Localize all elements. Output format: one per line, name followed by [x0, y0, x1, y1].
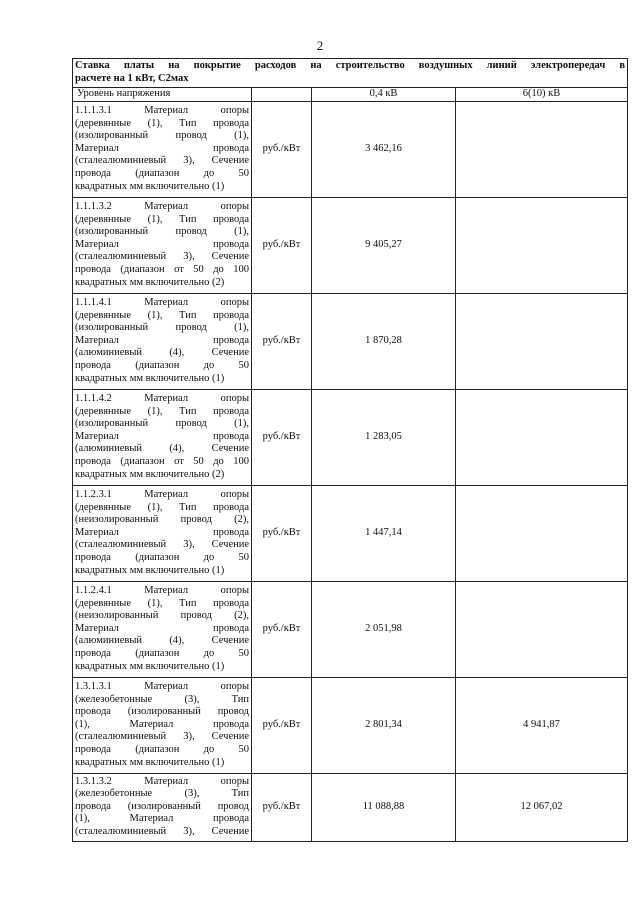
description-line: квадратных мм включительно (1) — [75, 564, 225, 576]
table-row — [73, 485, 628, 581]
description-line: (изолированный провод (1), — [75, 322, 249, 334]
table-title — [73, 59, 628, 88]
description-line: 1.1.1.4.1 Материал опоры — [75, 297, 249, 309]
table-row — [73, 581, 628, 677]
description-line: квадратных мм включительно (1) — [75, 372, 225, 384]
table-title-row — [73, 59, 628, 88]
header-unit-cell — [252, 88, 312, 102]
description-line: (деревянные (1), Тип провода — [75, 501, 249, 513]
description-line: провода (диапазон от 50 до 100 — [75, 263, 249, 275]
description-line: Материал провода — [75, 142, 249, 154]
description-line: (изолированный провод (1), — [75, 418, 249, 430]
row-unit: руб./кВт — [252, 101, 312, 197]
description-line: квадратных мм включительно (1) — [75, 756, 225, 768]
description-line: (1), Материал провода — [75, 813, 249, 825]
description-line: (алюминиевый (4), Сечение — [75, 635, 249, 647]
description-line: (деревянные (1), Тип провода — [75, 117, 249, 129]
description-line: провода (диапазон до 50 — [75, 647, 249, 659]
row-description — [73, 389, 252, 485]
value-610kv — [456, 101, 628, 197]
description-line: (1), Материал провода — [75, 718, 249, 730]
page-number: 2 — [316, 38, 324, 53]
row-unit: руб./кВт — [252, 773, 312, 841]
description-line: 1.1.1.3.2 Материал опоры — [75, 201, 249, 213]
table-title-line: расчете на 1 кВт, С2мах — [75, 73, 189, 84]
row-unit: руб./кВт — [252, 197, 312, 293]
description-line: провода (диапазон до 50 — [75, 551, 249, 563]
table-row — [73, 293, 628, 389]
description-line: (деревянные (1), Тип провода — [75, 309, 249, 321]
row-unit: руб./кВт — [252, 485, 312, 581]
description-line: (сталеалюминиевый 3), Сечение — [75, 825, 249, 837]
description-line: 1.1.2.4.1 Материал опоры — [75, 585, 249, 597]
description-line: (деревянные (1), Тип провода — [75, 213, 249, 225]
table-header-row — [73, 88, 628, 102]
description-line: 1.3.1.3.1 Материал опоры — [75, 681, 249, 693]
description-line: Материал провода — [75, 622, 249, 634]
row-description — [73, 677, 252, 773]
row-unit: руб./кВт — [252, 677, 312, 773]
description-line: 1.3.1.3.2 Материал опоры — [75, 775, 249, 787]
table-row — [73, 773, 628, 841]
table-row — [73, 197, 628, 293]
row-description — [73, 101, 252, 197]
value-610kv — [456, 389, 628, 485]
description-line: 1.1.1.3.1 Материал опоры — [75, 105, 249, 117]
table-row — [73, 389, 628, 485]
value-610kv: 12 067,02 — [456, 773, 628, 841]
value-610kv — [456, 197, 628, 293]
description-line: провода (диапазон от 50 до 100 — [75, 455, 249, 467]
row-description — [73, 485, 252, 581]
value-04kv: 11 088,88 — [312, 773, 456, 841]
value-04kv: 1 447,14 — [312, 485, 456, 581]
description-line: квадратных мм включительно (1) — [75, 660, 225, 672]
description-line: Материал провода — [75, 430, 249, 442]
description-line: (железобетонные (3), Тип — [75, 788, 249, 800]
description-line: (деревянные (1), Тип провода — [75, 405, 249, 417]
tariff-table — [72, 58, 628, 842]
description-line: (неизолированный провод (2), — [75, 514, 249, 526]
header-04kv: 0,4 кВ — [312, 88, 456, 102]
table-title-line: Ставка платы на покрытие расходов на строительство воздушных линий электропередач в — [75, 60, 626, 72]
value-04kv: 1 283,05 — [312, 389, 456, 485]
voltage-level-label: Уровень напряжения — [73, 88, 252, 102]
value-610kv — [456, 581, 628, 677]
description-line: провода (диапазон до 50 — [75, 167, 249, 179]
description-line: Материал провода — [75, 238, 249, 250]
row-description — [73, 773, 252, 841]
value-04kv: 9 405,27 — [312, 197, 456, 293]
row-unit: руб./кВт — [252, 293, 312, 389]
description-line: (неизолированный провод (2), — [75, 610, 249, 622]
description-line: провода (изолированный провод — [75, 800, 249, 812]
description-line: (алюминиевый (4), Сечение — [75, 347, 249, 359]
description-line: Материал провода — [75, 526, 249, 538]
value-04kv: 2 801,34 — [312, 677, 456, 773]
description-line: (сталеалюминиевый 3), Сечение — [75, 155, 249, 167]
row-description — [73, 197, 252, 293]
description-line: (сталеалюминиевый 3), Сечение — [75, 731, 249, 743]
row-unit: руб./кВт — [252, 581, 312, 677]
value-04kv: 3 462,16 — [312, 101, 456, 197]
value-04kv: 2 051,98 — [312, 581, 456, 677]
description-line: (алюминиевый (4), Сечение — [75, 443, 249, 455]
description-line: квадратных мм включительно (1) — [75, 180, 225, 192]
description-line: 1.1.1.4.2 Материал опоры — [75, 393, 249, 405]
table-row — [73, 101, 628, 197]
description-line: квадратных мм включительно (2) — [75, 468, 225, 480]
description-line: провода (изолированный провод — [75, 706, 249, 718]
description-line: (сталеалюминиевый 3), Сечение — [75, 251, 249, 263]
row-description — [73, 293, 252, 389]
description-line: (деревянные (1), Тип провода — [75, 597, 249, 609]
description-line: (изолированный провод (1), — [75, 226, 249, 238]
table-row — [73, 677, 628, 773]
description-line: (железобетонные (3), Тип — [75, 693, 249, 705]
row-unit: руб./кВт — [252, 389, 312, 485]
value-610kv — [456, 293, 628, 389]
description-line: (изолированный провод (1), — [75, 130, 249, 142]
description-line: провода (диапазон до 50 — [75, 359, 249, 371]
header-610kv: 6(10) кВ — [456, 88, 628, 102]
description-line: квадратных мм включительно (2) — [75, 276, 225, 288]
value-610kv: 4 941,87 — [456, 677, 628, 773]
row-description — [73, 581, 252, 677]
description-line: 1.1.2.3.1 Материал опоры — [75, 489, 249, 501]
value-610kv — [456, 485, 628, 581]
description-line: (сталеалюминиевый 3), Сечение — [75, 539, 249, 551]
description-line: Материал провода — [75, 334, 249, 346]
value-04kv: 1 870,28 — [312, 293, 456, 389]
description-line: провода (диапазон до 50 — [75, 743, 249, 755]
